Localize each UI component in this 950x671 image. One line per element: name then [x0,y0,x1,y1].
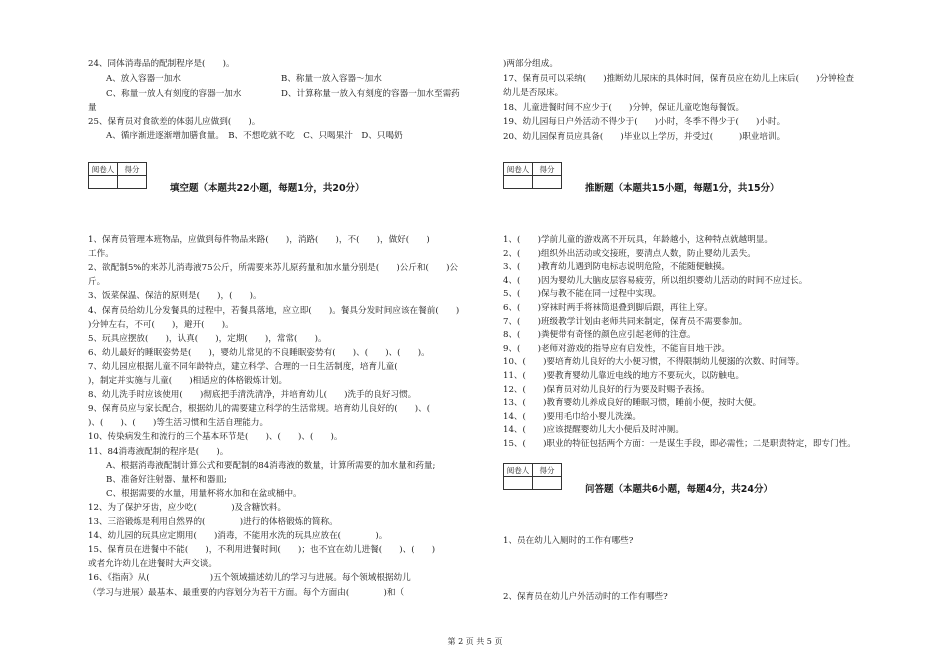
fill-line: 17、保育员可以采纳( )推断幼儿尿床的具体时间，保育员应在幼儿上床后( )分钟检查 [503,73,854,84]
score-cell [118,176,147,189]
option-24a: A、放入容器一加水 [106,74,181,84]
judge-line: 14、( )要用毛巾给小婴儿洗澡。 [503,411,641,422]
judge-line: 2、( )组织外出活动或交接班，要清点人数，防止婴幼儿丢失。 [503,248,756,259]
judge-line: 13、( )教育婴幼儿养成良好的睡眠习惯，睡前小便，按时大便。 [503,398,762,409]
judge-line: 5、( )保与教不能在同一过程中实现。 [503,289,662,300]
fill-line: 或者允许幼儿在进餐时大声交谈。 [88,559,217,570]
score-box-fill [88,162,147,189]
grader-label: 阅卷人 [504,163,533,176]
fill-line: 5、玩具应摆放( )，认真( )，定期( )，常常( )。 [88,333,327,344]
grader-label: 阅卷人 [89,163,118,176]
question-25: 25、保育员对食欲差的体弱儿应做到( )。 [88,117,261,127]
judge-line: 11、( )要教育婴幼儿靠近电线的地方不要玩火，以防触电。 [503,371,745,381]
score-box-qa [503,463,562,490]
page-footer: 第 2 页 共 5 页 [447,637,503,646]
fill-line: 2、欲配制5%的来苏儿消毒液75公斤，所需要来苏儿原药量和加水量分别是( )公斤和( )公 [88,263,459,274]
judge-line: 14、( )应该提醒婴幼儿大小便后及时冲厕。 [503,425,684,436]
fill-line: 12、为了保护牙齿，应少吃( )及含糖饮料。 [88,502,287,513]
section-title-judge: 推断题（本题共15小题，每题1分，共15分） [585,183,780,194]
grader-cell [89,176,118,189]
fill-line: 7、幼儿园应根据儿童不同年龄特点，建立科学、合理的一日生活制度，培育儿童( [88,361,415,372]
option-24b: B、称量一放入容器～加水 [281,74,382,84]
option-24d: D、计算称量一放入有刻度的容器一加水至需药 [281,89,460,99]
fill-line: B、准备好注射器、量杯和器皿; [106,474,227,485]
fill-line: )、( )、( )等生活习惯和生活自理能力。 [88,418,269,429]
fill-line: )，制定并实施与儿童( )相适应的体格锻炼计划。 [88,376,288,386]
judge-line: 3、( )教育幼儿遇到防电标志说明危险，不能随便触摸。 [503,262,731,273]
section-title-qa: 问答题（本题共6小题，每题4分，共24分） [585,484,773,495]
fill-line: 8、幼儿洗手时应该使用( )彻底把手清洗清净，并培育幼儿( )洗手的良好习惯。 [88,390,417,401]
score-cell [533,176,562,189]
options-25: A、循序渐进逐渐增加膳食量。 B、不想吃就不吃 C、只喝果汁 D、只喝奶 [106,131,403,141]
fill-line: )分钟左右，不可( )，避开( )。 [88,319,234,330]
fill-line: 3、饭菜保温、保洁的原则是( )，( )。 [88,291,262,302]
score-cell [533,477,562,490]
judge-line: 9、( )老师对游戏的指导应有启发性，不能盲目地干涉。 [503,343,731,354]
fill-line: 14、幼儿园的玩具应定期用( )消毒，不能用水洗的玩具应放在( )。 [88,531,388,542]
option-24d-cont: 量 [88,103,97,113]
score-label: 得分 [118,163,147,176]
fill-line: 18、儿童进餐时间不应少于( )分钟，保证儿童吃饱每餐饭。 [503,102,745,113]
fill-line: C、根据需要的水量，用量杯将水加和在盆或桶中。 [106,488,302,499]
grader-label: 阅卷人 [504,464,533,477]
fill-line: )两部分组成。 [503,59,558,69]
grader-cell [504,477,533,490]
qa-question-2: 2、保育员在幼儿户外活动时的工作有哪些? [503,592,668,602]
fill-line: 13、三浴锻炼是利用自然界的( )进行的体格锻炼的简称。 [88,517,338,527]
fill-line: 19、幼儿园每日户外活动不得少于( )小时，冬季不得少于( )小时。 [503,117,786,127]
fill-line: A、根据消毒液配制计算公式和要配制的84消毒液的数量，计算所需要的加水量和药量; [106,460,436,471]
fill-line: 11、84消毒液配制的程序是( )。 [88,446,229,457]
fill-line: 6、幼儿最好的睡眠姿势是( )，婴幼儿常见的不良睡眠姿势有( )、( )、( )。 [88,347,430,358]
fill-line: 16、《指南》从( )五个领域描述幼儿的学习与进展。每个领域根据幼儿 [88,573,411,584]
fill-line: 9、保育员应与家长配合，根据幼儿的需要建立科学的生活常规。培育幼儿良好的( )、( [88,404,431,415]
fill-line: （学习与进展）最基本、最重要的内容划分为若干方面。每个方面由( )和（ [88,587,405,598]
judge-line: 7、( )班级教学计划由老师共同来制定，保育员不需要参加。 [503,316,748,327]
fill-line: 10、传染病发生和流行的三个基本环节是( )、( )、( )。 [88,432,343,443]
fill-line: 15、保育员在进餐中不能( )，不利用进餐时间( )；也不宜在幼儿进餐( )、( ) [88,545,436,556]
fill-line: 斤。 [88,277,106,288]
question-24: 24、同体消毒品的配制程序是( )。 [88,59,235,69]
judge-line: 15、( )职业的特征包括两个方面：一是谋生手段，即必需性；二是职责特定，即专门性。 [503,439,856,449]
option-24c: C、称量一放人有刻度的容器一加水 [106,89,242,99]
judge-line: 10、( )要培育幼儿良好的大小便习惯，不得限制幼儿便溺的次数、时间等。 [503,357,805,368]
grader-cell [504,176,533,189]
fill-line: 工作。 [88,249,114,260]
judge-line: 4、( )因为婴幼儿大脑皮层容易疲劳，所以组织婴幼儿活动的时间不应过长。 [503,275,808,286]
fill-line: 20、幼儿园保育员应具备( )毕业以上学历，并受过( )职业培训。 [503,131,786,142]
section-title-fill: 填空题（本题共22小题，每题1分，共20分） [170,183,365,194]
score-box-judge [503,162,562,189]
score-label: 得分 [533,464,562,477]
judge-line: 12、( )保育员对幼儿良好的行为要及时赐予表扬。 [503,384,710,395]
fill-line: 幼儿是否尿床。 [503,88,564,98]
qa-question-1: 1、员在幼儿入厕时的工作有哪些? [503,536,634,546]
fill-line: 4、保育员给幼儿分发餐具的过程中，若餐具落地，应立即( )。餐具分发时间应该在餐前( ) [88,305,460,316]
score-label: 得分 [533,163,562,176]
judge-line: 8、( )粪便带有奇怪的颜色应引起老师的注意。 [503,330,696,341]
judge-line: 1、( )学前儿童的游戏离不开玩具，年龄越小，这种特点就越明显。 [503,235,773,245]
fill-line: 1、保育员管理本班物品，应做到每件物品来路( )，消路( )，不( )，做好( ) [88,235,430,245]
judge-line: 6、( )穿袜时两手将袜筒退叠到脚后跟，再往上穿。 [503,303,713,313]
